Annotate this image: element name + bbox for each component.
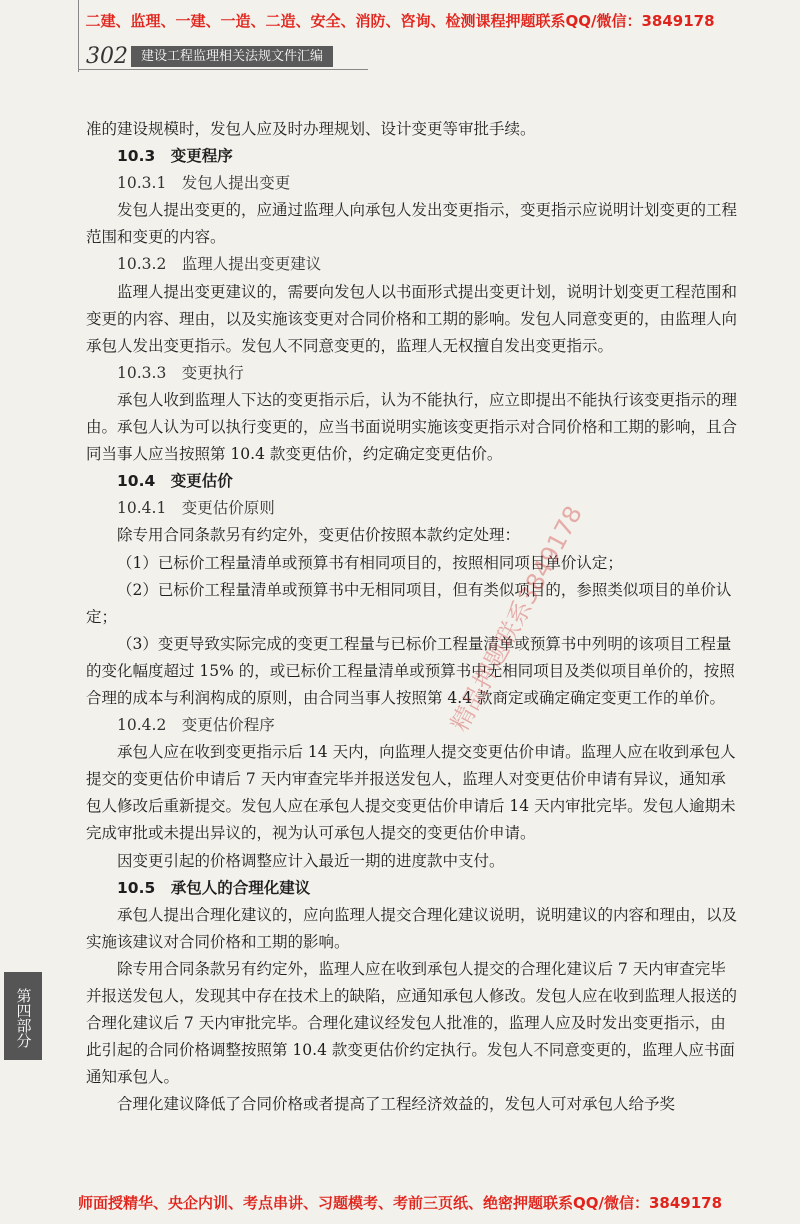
- paragraph: 除专用合同条款另有约定外，变更估价按照本款约定处理：: [117, 526, 521, 545]
- paragraph: 发包人提出变更的，应通过监理人向承包人发出变更指示，变更指示应说明计划变更的工程范围和变更的内容。: [86, 201, 738, 247]
- paragraph: （1）已标价工程量清单或预算书有相同项目的，按照相同项目单价认定；: [117, 553, 623, 572]
- header-rule-horizontal: [78, 69, 368, 70]
- paragraph: （3）变更导致实际完成的变更工程量与已标价工程量清单或预算书中列明的该项目工程量的变化幅度超过 15% 的，或已标价工程量清单或预算书中无相同项目及类似项目单价的，按照合理的成本与利润构成的原则，由合同当事人按照第 4.4 款商定或确定确定变更工作的单价。: [86, 634, 735, 707]
- paragraph: 承包人收到监理人下达的变更指示后，认为不能执行，应立即提出不能执行该变更指示的理由。承包人认为可以执行变更的，应当书面说明实施该变更指示对合同价格和工期的影响，且合同当事人应当按照第 10.4 款变更估价，约定确定变更估价。: [86, 390, 738, 464]
- paragraph: （2）已标价工程量清单或预算书中无相同项目，但有类似项目的，参照类似项目的单价认定；: [86, 580, 732, 626]
- header-rule-vertical: [78, 0, 79, 72]
- paragraph: 因变更引起的价格调整应计入最近一期的进度款中支付。: [117, 851, 505, 870]
- subsection-heading: 10.4.2 变更估价程序: [117, 716, 275, 735]
- section-side-tab: 第四部分: [4, 972, 42, 1060]
- paragraph: 准的建设规模时，发包人应及时办理规划、设计变更等审批手续。: [86, 120, 536, 138]
- subsection-heading: 10.3.1 发包人提出变更: [117, 174, 291, 193]
- section-heading: 10.5 承包人的合理化建议: [117, 878, 311, 897]
- bottom-banner: 师面授精华、央企内训、考点串讲、习题模考、考前三页纸、绝密押题联系QQ/微信：3849178: [77, 1194, 723, 1212]
- top-banner: 二建、监理、一建、一造、二造、安全、消防、咨询、检测课程押题联系QQ/微信：3849178: [85, 12, 715, 30]
- subsection-heading: 10.3.2 监理人提出变更建议: [117, 255, 322, 274]
- page-body: [86, 116, 740, 1118]
- subsection-heading: 10.3.3 变更执行: [117, 363, 244, 382]
- paragraph: 承包人提出合理化建议的，应向监理人提交合理化建议说明，说明建议的内容和理由，以及实施该建议对合同价格和工期的影响。: [86, 905, 738, 951]
- page-number: 302: [86, 44, 128, 69]
- section-heading: 10.3 变更程序: [117, 147, 233, 166]
- section-heading: 10.4 变更估价: [117, 472, 233, 491]
- book-title: 建设工程监理相关法规文件汇编: [131, 46, 333, 67]
- watermark: 精品押题联系3849178: [445, 501, 588, 736]
- subsection-heading: 10.4.1 变更估价原则: [117, 499, 275, 518]
- paragraph: 承包人应在收到变更指示后 14 天内，向监理人提交变更估价申请。监理人应在收到承包人提交的变更估价申请后 7 天内审查完毕并报送发包人，监理人对变更估价申请有异议，通知承包人修改后重新提交。发包人应在承包人提交变更估价申请后 14 天内审批完毕。发包人逾期未完成审批或未提出异议的，视为认可承包人提交的变更估价申请。: [86, 743, 736, 843]
- paragraph: 监理人提出变更建议的，需要向发包人以书面形式提出变更计划，说明计划变更工程范围和变更的内容、理由，以及实施该变更对合同价格和工期的影响。发包人同意变更的，由监理人向承包人发出变更指示。发包人不同意变更的，监理人无权擅自发出变更指示。: [86, 282, 738, 355]
- paragraph: 除专用合同条款另有约定外，监理人应在收到承包人提交的合理化建议后 7 天内审查完毕并报送发包人，发现其中存在技术上的缺陷，应通知承包人修改。发包人应在收到监理人报送的合理化建议后 7 天内审批完毕。合理化建议经发包人批准的，监理人应及时发出变更指示，由此引起的合同价格调整按照第 10.4 款变更估价约定执行。发包人不同意变更的，监理人应书面通知承包人。: [86, 959, 738, 1087]
- paragraph: 合理化建议降低了合同价格或者提高了工程经济效益的，发包人可对承包人给予奖: [117, 1095, 676, 1114]
